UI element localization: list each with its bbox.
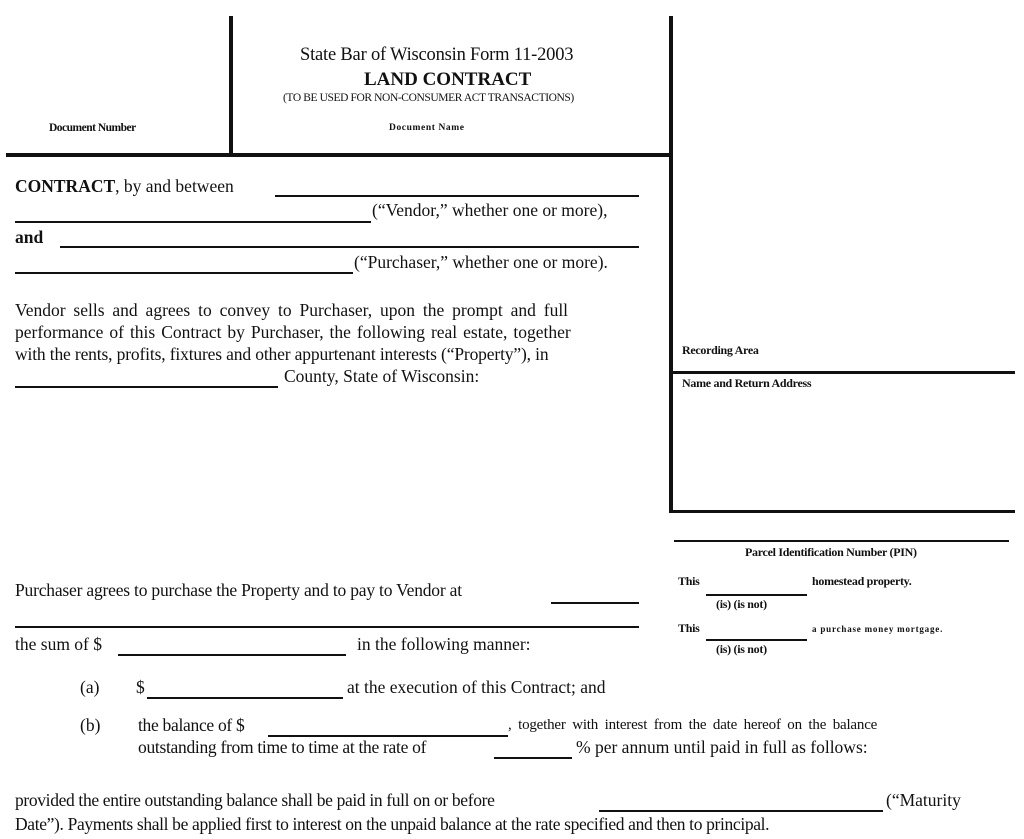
property-line-1: Vendor sells and agrees to convey to Purchaser, upon the prompt and full xyxy=(15,300,569,320)
down-payment-field[interactable] xyxy=(147,697,343,699)
vendor-label: (“Vendor,” whether one or more), xyxy=(372,200,608,220)
contract-label: CONTRACT xyxy=(15,176,116,196)
item-b-text-1: , together with interest from the date hereof on the balance xyxy=(508,717,878,733)
return-address-bottom-rule xyxy=(671,510,1015,513)
sum-amount-field[interactable] xyxy=(118,654,346,656)
mortgage-choice-field[interactable] xyxy=(706,639,807,641)
purchaser-name-field-2[interactable] xyxy=(15,272,353,274)
item-b-text-2-suffix: % per annum until paid in full as follows: xyxy=(576,737,868,757)
return-address-label: Name and Return Address xyxy=(682,376,812,390)
final-line: Date”). Payments shall be applied first to interest on the unpaid balance at the rate specified and then to principal. xyxy=(15,814,770,834)
document-title: LAND CONTRACT xyxy=(364,69,532,90)
maturity-suffix: (“Maturity xyxy=(886,790,961,810)
purchaser-label: (“Purchaser,” whether one or more). xyxy=(354,252,608,272)
sum-prefix: the sum of $ xyxy=(15,634,103,654)
mortgage-this-label: This xyxy=(678,621,700,635)
mortgage-choices: (is) (is not) xyxy=(716,642,767,656)
recording-area-label: Recording Area xyxy=(682,343,759,357)
header-bottom-rule xyxy=(6,153,671,157)
interest-rate-field[interactable] xyxy=(494,757,572,759)
mortgage-suffix: a purchase money mortgage. xyxy=(812,624,944,634)
property-line-3: with the rents, profits, fixtures and other appurtenant interests (“Property”), in xyxy=(15,344,549,364)
item-b-prefix: the balance of $ xyxy=(138,715,245,735)
agree-line: Purchaser agrees to purchase the Property and to pay to Vendor at xyxy=(15,580,462,600)
form-title: State Bar of Wisconsin Form 11-2003 xyxy=(300,45,574,65)
and-label: and xyxy=(15,227,44,247)
pin-label: Parcel Identification Number (PIN) xyxy=(745,545,917,559)
item-a-text: at the execution of this Contract; and xyxy=(347,677,606,697)
purchaser-name-field-1[interactable] xyxy=(60,246,639,248)
document-number-label: Document Number xyxy=(49,122,136,134)
document-name-label: Document Name xyxy=(389,123,465,133)
document-subtitle: (TO BE USED FOR NON-CONSUMER ACT TRANSACTIONS) xyxy=(283,92,574,104)
item-a-marker: (a) xyxy=(80,677,100,697)
property-line-2: performance of this Contract by Purchaser, the following real estate, together xyxy=(15,322,571,342)
recording-area-rule xyxy=(671,371,1015,374)
item-b-marker: (b) xyxy=(80,715,101,735)
item-b-text-2-prefix: outstanding from time to time at the rate of xyxy=(138,737,427,757)
pay-location-field-2[interactable] xyxy=(15,626,639,628)
header-divider-left xyxy=(229,16,233,157)
vendor-name-field-2[interactable] xyxy=(15,221,371,223)
homestead-this-label: This xyxy=(678,574,700,588)
county-field[interactable] xyxy=(15,386,278,388)
vendor-name-field-1[interactable] xyxy=(275,195,639,197)
return-address-field[interactable] xyxy=(673,394,1013,510)
maturity-date-field[interactable] xyxy=(599,810,883,812)
parties-line-1: CONTRACT, by and between xyxy=(15,176,234,196)
county-label: County, State of Wisconsin: xyxy=(284,366,480,386)
homestead-suffix: homestead property. xyxy=(812,574,912,588)
pin-field[interactable] xyxy=(674,540,1009,542)
maturity-prefix: provided the entire outstanding balance shall be paid in full on or before xyxy=(15,790,495,810)
sum-suffix: in the following manner: xyxy=(357,634,531,654)
pay-location-field-1[interactable] xyxy=(551,602,639,604)
item-a-dollar: $ xyxy=(136,677,145,697)
homestead-choices: (is) (is not) xyxy=(716,597,767,611)
homestead-choice-field[interactable] xyxy=(706,594,807,596)
